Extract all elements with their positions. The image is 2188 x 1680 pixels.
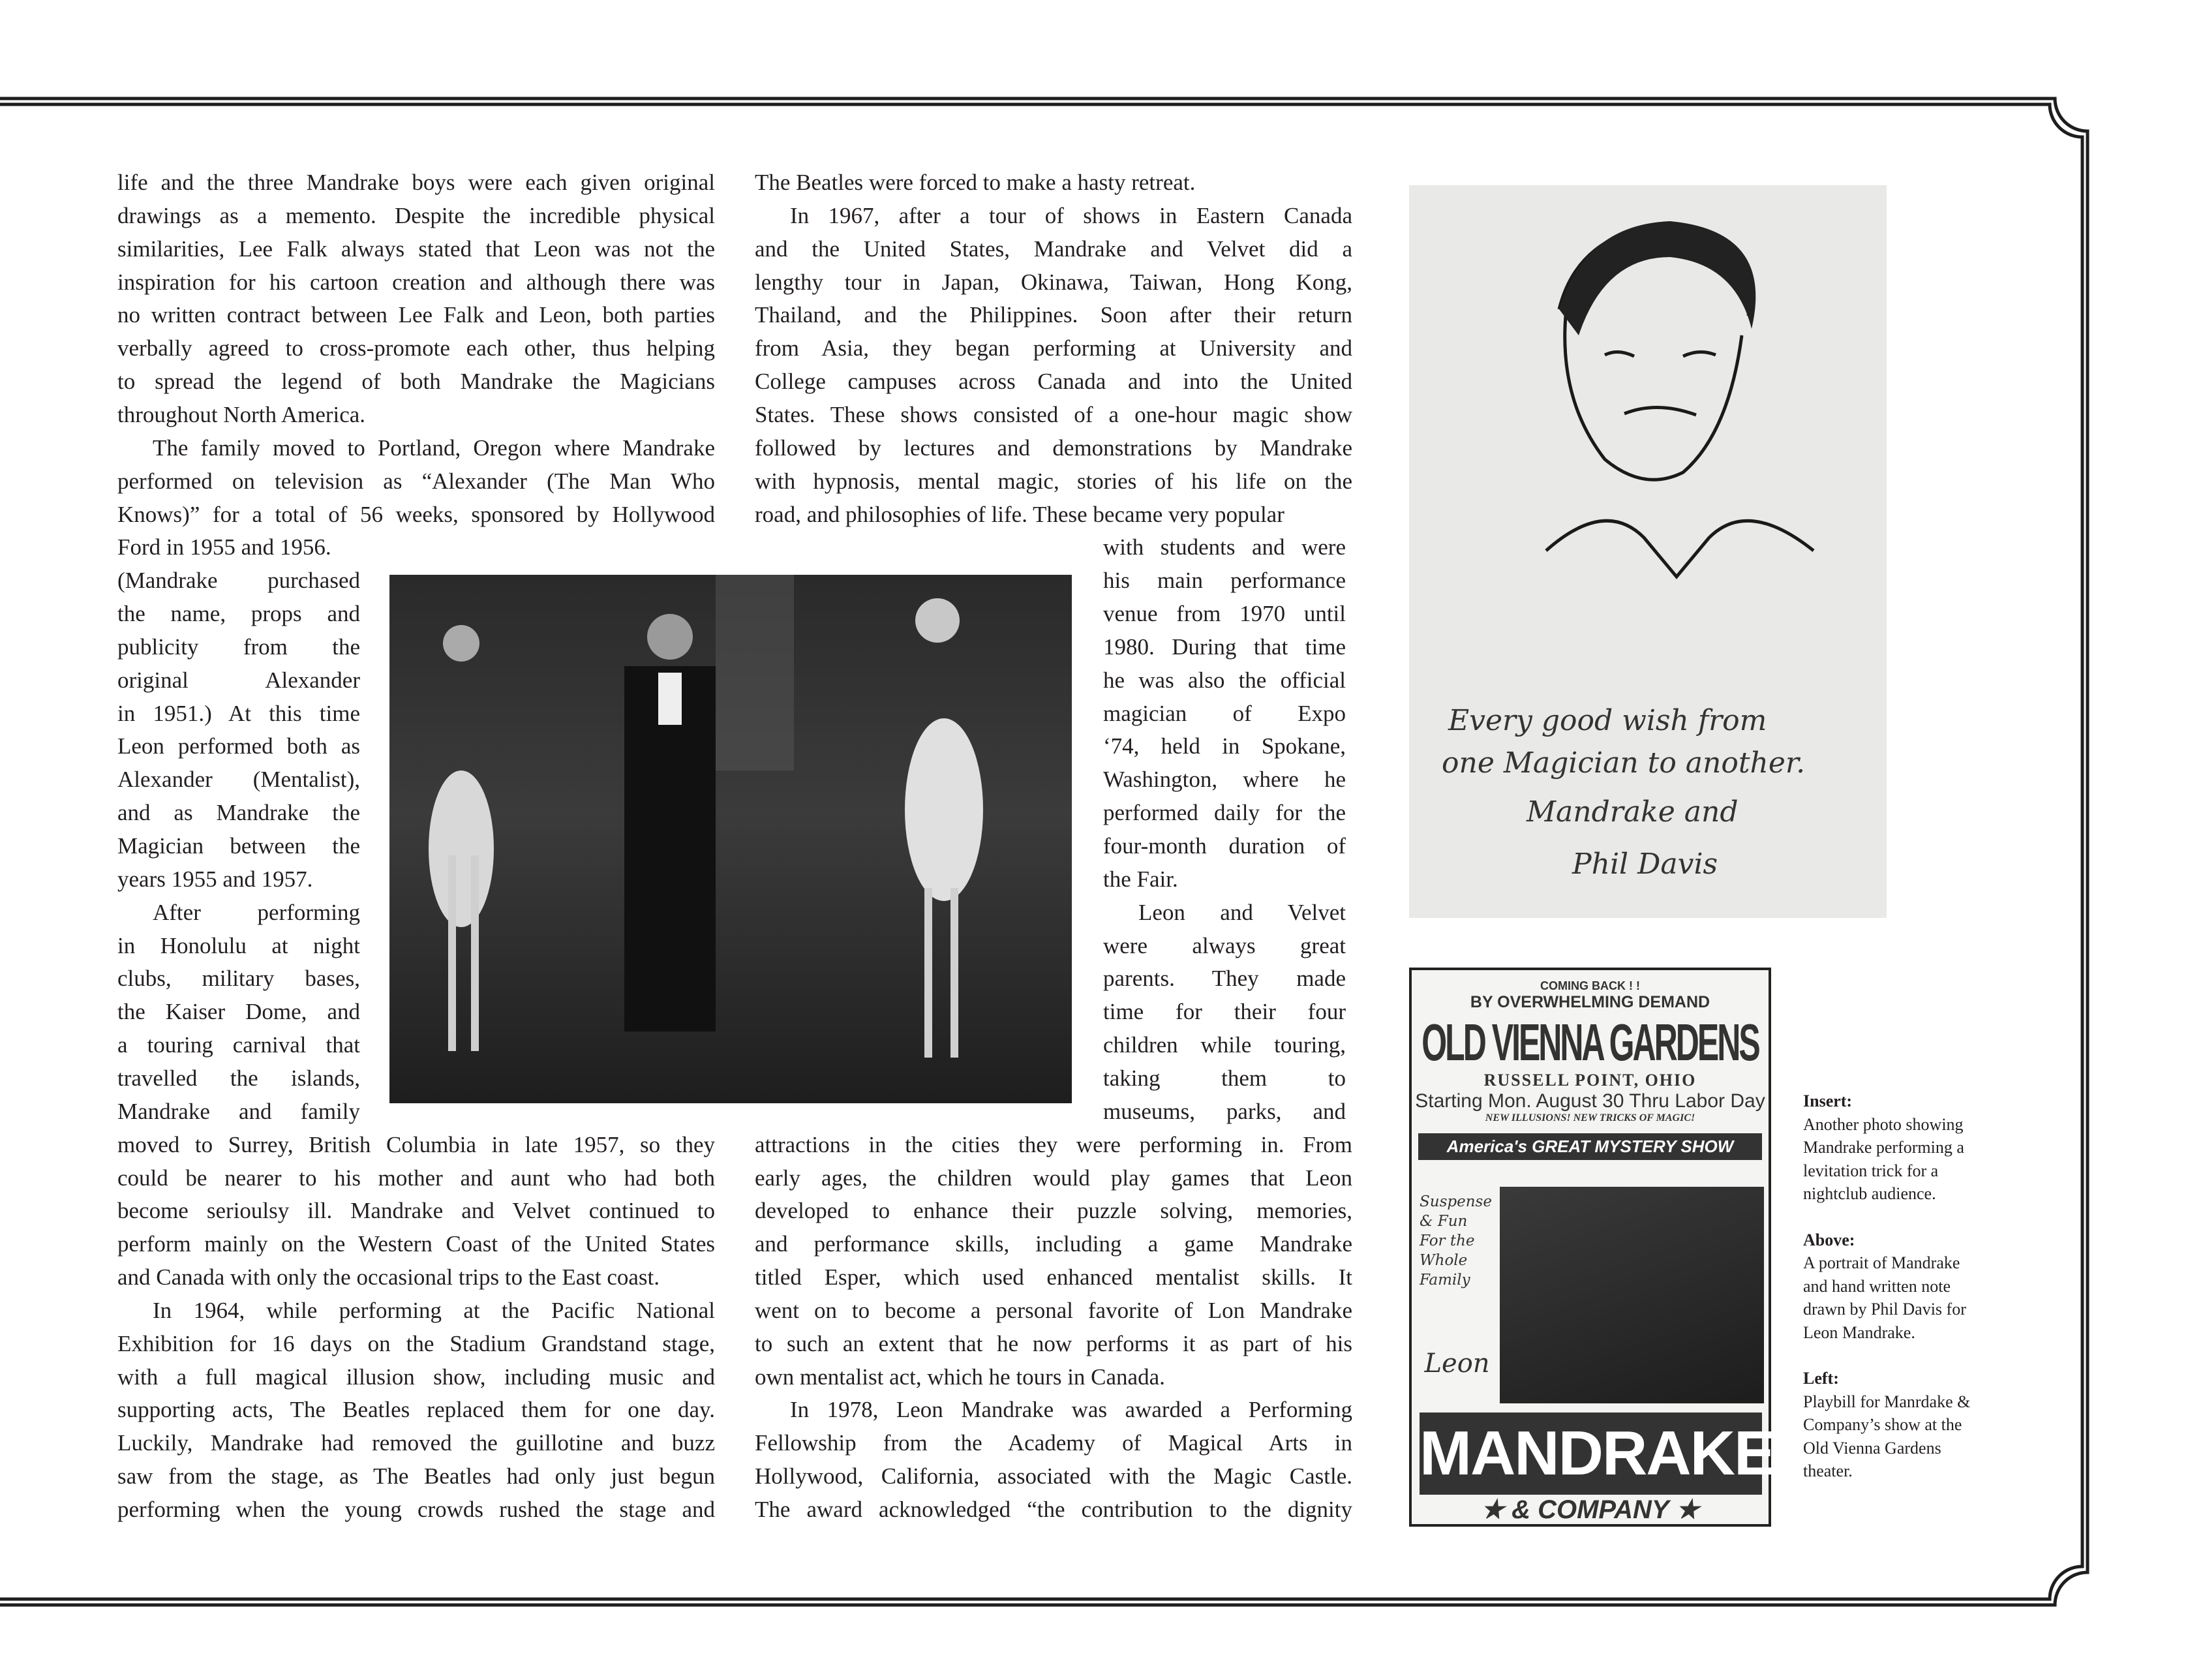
poster-company: ★ & COMPANY ★ (1481, 1495, 1699, 1524)
handwritten-line-3: Mandrake and (1527, 795, 1739, 829)
poster-coming-back: COMING BACK ! ! (1540, 979, 1640, 992)
text-line: clubs, military bases, (117, 966, 360, 992)
text-line: perform mainly on the Western Coast of the United States (117, 1231, 715, 1257)
text-line: inspiration for his cartoon creation and although there was (117, 269, 715, 295)
text-line: no written contract between Lee Falk and Leon, both parties (117, 302, 715, 328)
text-line: In 1978, Leon Mandrake was awarded a Performing (790, 1397, 1352, 1423)
text-line: Mandrake and family (117, 1098, 360, 1124)
text-line: and the United States, Mandrake and Velvet did a (755, 236, 1352, 262)
caption-heading-left: Left: (1803, 1369, 1839, 1388)
text-line: College campuses across Canada and into the United (755, 369, 1352, 395)
text-line: original Alexander (117, 667, 360, 693)
poster-tagline: NEW ILLUSIONS! NEW TRICKS OF MAGIC! (1485, 1112, 1695, 1123)
text-line: were always great (1103, 932, 1346, 958)
text-line: venue from 1970 until (1103, 601, 1346, 627)
text-line: Luckily, Mandrake had removed the guillotine and buzz (117, 1430, 715, 1456)
text-line: publicity from the (117, 634, 360, 660)
text-line: museums, parks, and (1103, 1098, 1346, 1124)
handwritten-line-1: Every good wish from (1448, 704, 1767, 737)
text-line: travelled the islands, (117, 1065, 360, 1091)
text-line: a touring carnival that (117, 1032, 360, 1058)
text-line: In 1967, after a tour of shows in Eastern Canada (790, 202, 1352, 228)
text-line: with hypnosis, mental magic, stories of his life on the (755, 468, 1352, 494)
text-line: magician of Expo (1103, 700, 1346, 726)
text-line: Leon and Velvet (1138, 899, 1346, 925)
text-line: the Fair. (1103, 866, 1178, 892)
text-line: titled Esper, which used enhanced mentalist skills. It (755, 1264, 1352, 1291)
text-line: with a full magical illusion show, including music and (117, 1364, 715, 1390)
text-line: similarities, Lee Falk always stated that Leon was not the (117, 236, 715, 262)
text-line: and performance skills, including a game Mandrake (755, 1231, 1352, 1257)
poster-location: RUSSELL POINT, OHIO (1483, 1071, 1697, 1090)
text-line: Fellowship from the Academy of Magical Arts in (755, 1430, 1352, 1456)
poster-side-text: Suspense & Fun For the Whole Family (1420, 1193, 1492, 1289)
text-line: to spread the legend of both Mandrake the Magicians (117, 369, 715, 395)
poster-demand: BY OVERWHELMING DEMAND (1470, 993, 1710, 1011)
poster-dates: Starting Mon. August 30 Thru Labor Day (1415, 1090, 1765, 1112)
mandrake-playbill-poster (1409, 968, 1774, 1527)
text-line: The Beatles were forced to make a hasty retreat. (755, 170, 1196, 195)
text-line: ‘74, held in Spokane, (1103, 733, 1346, 759)
text-line: performing when the young crowds rushed the stage and (117, 1497, 715, 1522)
text-line: followed by lectures and demonstrations by Mandrake (755, 435, 1352, 461)
text-line: moved to Surrey, British Columbia in late 1957, so they (117, 1131, 715, 1157)
text-line: performed on television as “Alexander (The Man Who (117, 468, 715, 494)
text-line: Alexander (Mentalist), (117, 767, 360, 793)
text-line: The award acknowledged “the contribution to the dignity (755, 1497, 1352, 1522)
text-line: performed daily for the (1103, 800, 1346, 826)
text-line: Exhibition for 16 days on the Stadium Grandstand stage, (117, 1330, 715, 1356)
text-line: Leon performed both as (117, 733, 360, 759)
text-line: Washington, where he (1103, 767, 1346, 793)
text-line: attractions in the cities they were performing in. From (755, 1131, 1352, 1157)
text-line: Magician between the (117, 833, 360, 859)
text-line: supporting acts, The Beatles replaced them for one day. (117, 1397, 715, 1423)
text-line: lengthy tour in Japan, Okinawa, Taiwan, Hong Kong, (755, 269, 1352, 295)
text-line: Knows)” for a total of 56 weeks, sponsored by Hollywood (117, 501, 715, 527)
text-line: he was also the official (1103, 667, 1346, 693)
text-line: his main performance (1103, 568, 1346, 594)
handwritten-line-2: one Magician to another. (1442, 746, 1806, 780)
text-line: could be nearer to his mother and aunt who had both (117, 1165, 715, 1191)
text-line: verbally agreed to cross-promote each other, thus helping (117, 335, 715, 361)
handwritten-signature: Phil Davis (1572, 848, 1718, 881)
text-line: drawings as a memento. Despite the incredible physical (117, 202, 715, 228)
text-line: from Asia, they began performing at University and (755, 335, 1352, 361)
caption-heading-insert: Insert: (1803, 1092, 1853, 1110)
text-line: with students and were (1103, 534, 1346, 560)
phil-davis-portrait-drawing (1409, 185, 1887, 918)
poster-band: America's GREAT MYSTERY SHOW (1418, 1133, 1762, 1160)
text-line: Hollywood, California, associated with the Magic Castle. (755, 1463, 1352, 1489)
poster-mandrake: MANDRAKE (1420, 1413, 1762, 1495)
text-line: Thailand, and the Philippines. Soon after their return (755, 302, 1352, 328)
text-line: and Canada with only the occasional trips to the East coast. (117, 1264, 660, 1291)
text-line: in 1951.) At this time (117, 700, 360, 726)
text-line: own mentalist act, which he tours in Canada. (755, 1364, 1165, 1390)
text-line: life and the three Mandrake boys were each given original (117, 170, 715, 195)
text-line: four-month duration of (1103, 833, 1346, 859)
poster-photo (1500, 1187, 1764, 1403)
text-line: 1980. During that time (1103, 634, 1346, 660)
text-line: road, and philosophies of life. These became very popular (755, 501, 1284, 527)
text-line: years 1955 and 1957. (117, 866, 313, 892)
text-line: The family moved to Portland, Oregon where Mandrake (153, 435, 715, 461)
text-line: went on to become a personal favorite of Lon Mandrake (755, 1297, 1352, 1323)
text-line: the name, props and (117, 601, 360, 627)
text-line: taking them to (1103, 1065, 1346, 1091)
text-line: Ford in 1955 and 1956. (117, 534, 331, 560)
text-line: the Kaiser Dome, and (117, 999, 360, 1025)
poster-venue: OLD VIENNA GARDENS (1421, 1013, 1759, 1072)
text-line: In 1964, while performing at the Pacific National (153, 1297, 715, 1323)
text-line: children while touring, (1103, 1032, 1346, 1058)
text-line: early ages, the children would play games that Leon (755, 1165, 1352, 1191)
text-line: States. These shows consisted of a one-hour magic show (755, 401, 1352, 427)
text-line: parents. They made (1103, 966, 1346, 992)
text-line: saw from the stage, as The Beatles had only just begun (117, 1463, 715, 1489)
caption-text-left: Playbill for Manrdake & Company’s show at the Old Vienna Gardens theater. (1803, 1392, 1971, 1480)
text-line: developed to enhance their puzzle solving, memories, (755, 1198, 1352, 1224)
text-line: to such an extent that he now performs it as part of his (755, 1330, 1352, 1356)
text-line: and as Mandrake the (117, 800, 360, 826)
text-line: (Mandrake purchased (117, 568, 360, 594)
caption-text-above: A portrait of Mandrake and hand written note drawn by Phil Davis for Leon Mandrake. (1803, 1253, 1966, 1342)
caption-text-insert: Another photo showing Mandrake performing a levitation trick for a nightclub audience. (1803, 1114, 1964, 1203)
text-line: After performing (153, 899, 360, 925)
text-line: time for their four (1103, 999, 1346, 1025)
text-line: become serioulsy ill. Mandrake and Velvet continued to (117, 1198, 715, 1224)
poster-leon: Leon (1424, 1349, 1490, 1379)
caption-heading-above: Above: (1803, 1230, 1855, 1249)
image-captions (1803, 1090, 1979, 1483)
nightclub-performance-photo (389, 575, 1072, 1103)
text-line: in Honolulu at night (117, 932, 360, 958)
text-line: throughout North America. (117, 401, 366, 427)
